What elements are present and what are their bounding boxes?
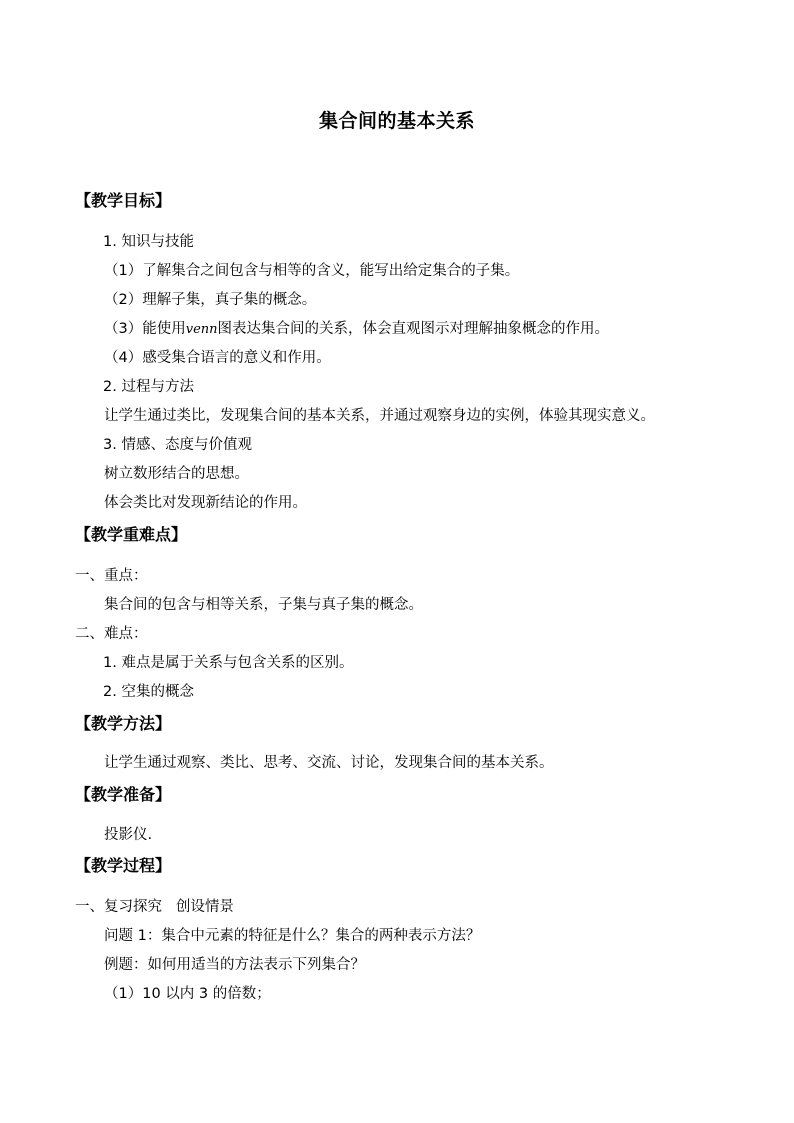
key-point1-text: 集合间的包含与相等关系，子集与真子集的概念。 <box>104 597 423 613</box>
objectives-heading: 【教学目标】 <box>75 191 172 210</box>
objectives-item1-4: （4）感受集合语言的意义和作用。 <box>104 350 331 366</box>
objectives-item1-1: （1）了解集合之间包含与相等的含义，能写出给定集合的子集。 <box>104 263 520 279</box>
objectives-item1-2: （2）理解子集，真子集的概念。 <box>104 292 317 308</box>
objectives-item1-3-prefix: （3）能使用 <box>104 321 186 337</box>
process-question1: 问题 1：集合中元素的特征是什么？集合的两种表示方法？ <box>104 928 481 944</box>
preparation-heading: 【教学准备】 <box>75 785 172 804</box>
objectives-item3-text2: 体会类比对发现新结论的作用。 <box>104 495 307 511</box>
objectives-item1-3-suffix: 图表达集合间的关系，体会直观图示对理解抽象概念的作用。 <box>217 321 610 337</box>
process-step1-label: 一、复习探究 创设情景 <box>75 899 234 915</box>
key-point2-item1: 1. 难点是属于关系与包含关系的区别。 <box>103 655 354 671</box>
key-point1-label: 一、重点： <box>75 568 148 584</box>
objectives-item1-heading: 1. 知识与技能 <box>103 234 194 250</box>
objectives-item3-text1: 树立数形结合的思想。 <box>104 466 249 482</box>
process-example: 例题：如何用适当的方法表示下列集合？ <box>104 957 365 973</box>
document-title: 集合间的基本关系 <box>318 110 475 132</box>
process-example-item1: （1）10 以内 3 的倍数； <box>104 986 271 1002</box>
methods-heading: 【教学方法】 <box>75 714 172 733</box>
key-points-heading: 【教学重难点】 <box>75 525 188 544</box>
venn-term: venn <box>185 322 218 337</box>
key-point2-label: 二、难点： <box>75 626 148 642</box>
key-point2-item2: 2. 空集的概念 <box>103 684 194 700</box>
objectives-item2-text: 让学生通过类比，发现集合间的基本关系，并通过观察身边的实例，体验其现实意义。 <box>104 408 655 424</box>
objectives-item3-heading: 3. 情感、态度与价值观 <box>103 437 252 453</box>
preparation-text: 投影仪. <box>104 827 153 843</box>
objectives-item2-heading: 2. 过程与方法 <box>103 379 194 395</box>
methods-text: 让学生通过观察、类比、思考、交流、讨论，发现集合间的基本关系。 <box>104 755 554 771</box>
objectives-item1-3 <box>104 320 609 339</box>
process-heading: 【教学过程】 <box>75 856 172 875</box>
